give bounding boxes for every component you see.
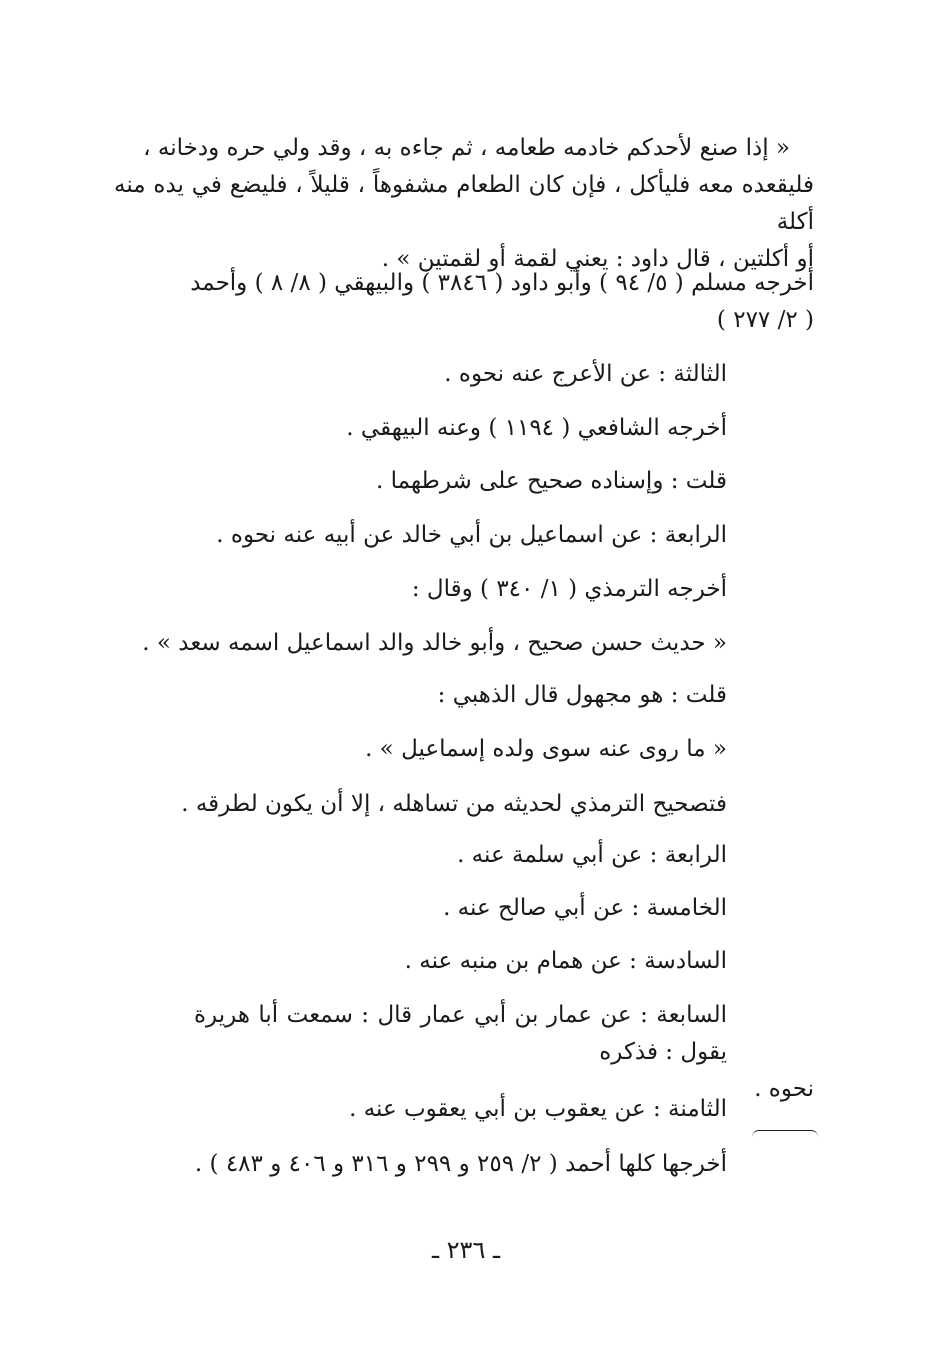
dhahabi-quote: « ما روى عنه سوى ولده إسماعيل » . [365, 736, 727, 762]
qultu-1: قلت : وإسناده صحيح على شرطهما . [376, 468, 727, 494]
fifth-chain: الخامسة : عن أبي صالح عنه . [443, 895, 727, 921]
qultu-2: قلت : هو مجهول قال الذهبي : [437, 682, 727, 708]
fourth-chain-2: الرابعة : عن أبي سلمة عنه . [457, 842, 727, 868]
seventh-chain-line-1: السابعة : عن عمار بن أبي عمار قال : سمعت أبا هريرة يقول : فذكره [194, 1002, 727, 1065]
takhrij-4: أخرجها كلها أحمد ( ٢/ ٢٥٩ و ٢٩٩ و ٣١٦ و ٤٠٦ و ٤٨٣ ) . [194, 1151, 727, 1177]
hadith-quote-line-3: أو أكلتين ، قال داود : يعني لقمة أو لقمتين » . [381, 246, 814, 272]
tasheeh-line: فتصحيح الترمذي لحديثه من تساهله ، إلا أن يكون لطرقه . [181, 791, 727, 817]
margin-mark [752, 1130, 818, 1137]
hadith-quote-paragraph [114, 130, 814, 278]
takhrij-1-line-2: ( ٢/ ٢٧٧ ) [716, 307, 814, 333]
sixth-chain: السادسة : عن همام بن منبه عنه . [404, 948, 727, 974]
hadith-quote-line-2: فليقعده معه فليأكل ، فإن كان الطعام مشفوهاً ، قليلاً ، فليضع في يده منه أكلة [114, 172, 814, 235]
page-number: ـ ٢٣٦ ـ [431, 1236, 500, 1264]
takhrij-2: أخرجه الشافعي ( ١١٩٤ ) وعنه البيهقي . [346, 415, 727, 441]
fourth-chain-1: الرابعة : عن اسماعيل بن أبي خالد عن أبيه عنه نحوه . [216, 522, 727, 548]
takhrij-paragraph-1 [134, 265, 814, 339]
takhrij-1-line-1: أخرجه مسلم ( ٥/ ٩٤ ) وأبو داود ( ٣٨٤٦ ) والبيهقي ( ٨/ ٨ ) وأحمد [190, 270, 814, 296]
takhrij-3: أخرجه الترمذي ( ١/ ٣٤٠ ) وقال : [411, 576, 727, 602]
seventh-chain-line-2: نحوه . [754, 1076, 814, 1102]
eighth-chain: الثامنة : عن يعقوب بن أبي يعقوب عنه . [349, 1096, 727, 1122]
hadith-quote-line-1: « إذا صنع لأحدكم خادمه طعامه ، ثم جاءه به ، وقد ولي حره ودخانه ، [143, 135, 790, 161]
third-chain: الثالثة : عن الأعرج عنه نحوه . [444, 361, 727, 387]
tirmidhi-quote: « حديث حسن صحيح ، وأبو خالد والد اسماعيل اسمه سعد » . [142, 630, 727, 656]
